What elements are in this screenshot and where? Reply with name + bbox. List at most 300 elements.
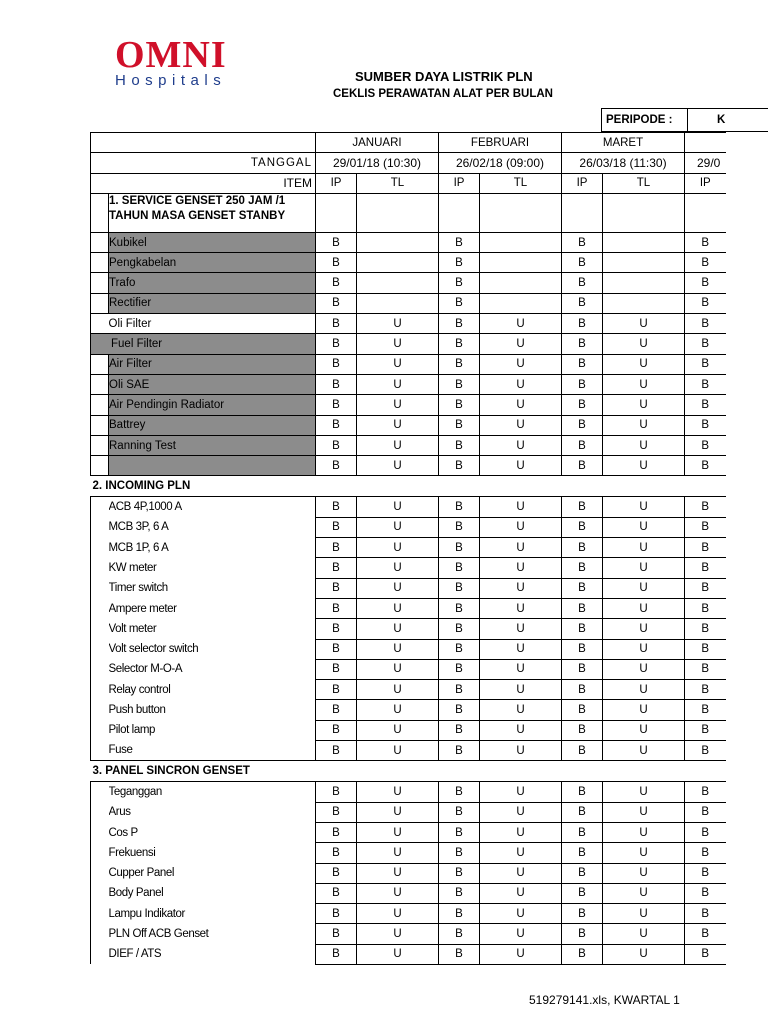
check-value: U [603, 374, 685, 394]
item-name: Lampu Indikator [109, 904, 316, 924]
check-value: B [316, 334, 357, 354]
item-header-row [91, 173, 726, 193]
check-value: U [603, 741, 685, 761]
check-value: B [316, 538, 357, 558]
check-value: U [480, 334, 562, 354]
check-value: B [562, 293, 603, 313]
check-value: B [685, 435, 726, 455]
check-value: B [439, 924, 480, 944]
indent-cell [91, 497, 109, 517]
check-value: U [480, 415, 562, 435]
check-value: U [480, 517, 562, 537]
indent-cell [91, 741, 109, 761]
indent-cell [91, 578, 109, 598]
check-value: U [603, 456, 685, 476]
check-value: B [439, 659, 480, 679]
check-value: U [480, 314, 562, 334]
check-value: U [603, 843, 685, 863]
indent-cell [91, 598, 109, 618]
table-row [91, 680, 726, 700]
check-value: U [603, 700, 685, 720]
item-name: Fuel Filter [91, 334, 316, 354]
check-value: U [480, 924, 562, 944]
check-value: U [480, 578, 562, 598]
indent-cell [91, 193, 109, 232]
table-row [91, 802, 726, 822]
check-value: U [357, 883, 439, 903]
indent-cell [91, 415, 109, 435]
indent-cell [91, 314, 109, 334]
check-value: U [603, 904, 685, 924]
table-row [91, 435, 726, 455]
check-value: B [316, 374, 357, 394]
check-value: B [439, 639, 480, 659]
item-name: Arus [109, 802, 316, 822]
check-value: U [357, 680, 439, 700]
check-value: B [562, 680, 603, 700]
check-value: B [685, 334, 726, 354]
check-value: B [562, 415, 603, 435]
table-row [91, 374, 726, 394]
check-value: B [439, 293, 480, 313]
table-row [91, 700, 726, 720]
ip-header: IP [439, 173, 480, 193]
check-value: B [439, 822, 480, 842]
table-row [91, 253, 726, 273]
check-value: B [316, 782, 357, 802]
check-value: B [316, 904, 357, 924]
item-name: Battrey [109, 415, 316, 435]
check-value: B [562, 253, 603, 273]
check-value: U [480, 741, 562, 761]
check-value: U [357, 863, 439, 883]
table-row [91, 782, 726, 802]
blank-cell [480, 193, 562, 232]
check-value: B [685, 619, 726, 639]
check-value: U [357, 904, 439, 924]
check-value: B [685, 822, 726, 842]
item-name: MCB 3P, 6 A [109, 517, 316, 537]
tanggal-date-3: 26/03/18 (11:30) [562, 153, 685, 173]
check-value: U [357, 558, 439, 578]
check-value: U [357, 619, 439, 639]
check-value: B [562, 720, 603, 740]
check-value: B [685, 843, 726, 863]
check-value: B [562, 497, 603, 517]
item-name: Oli Filter [109, 314, 316, 334]
check-value: B [439, 619, 480, 639]
check-value: B [562, 782, 603, 802]
tanggal-date-4: 29/0 [685, 153, 726, 173]
indent-cell [91, 374, 109, 394]
check-value: U [480, 700, 562, 720]
check-value: B [316, 741, 357, 761]
indent-cell [91, 517, 109, 537]
check-value: B [562, 802, 603, 822]
section-title-row [91, 476, 726, 497]
check-value [480, 232, 562, 252]
check-value: B [316, 700, 357, 720]
check-value: U [603, 538, 685, 558]
check-value [480, 293, 562, 313]
check-value: B [439, 802, 480, 822]
check-value: B [316, 456, 357, 476]
check-value: B [562, 456, 603, 476]
indent-cell [91, 253, 109, 273]
indent-cell [91, 924, 109, 944]
table-row [91, 639, 726, 659]
check-value: U [603, 558, 685, 578]
check-value: B [685, 497, 726, 517]
item-name: Timer switch [109, 578, 316, 598]
check-value: B [685, 395, 726, 415]
item-name [109, 456, 316, 476]
page-title: SUMBER DAYA LISTRIK PLN [355, 69, 533, 84]
check-value: B [685, 273, 726, 293]
check-value: B [685, 538, 726, 558]
check-value: U [480, 904, 562, 924]
check-value [357, 273, 439, 293]
indent-cell [91, 782, 109, 802]
check-value: U [480, 782, 562, 802]
check-value: U [480, 538, 562, 558]
indent-cell [91, 944, 109, 964]
check-value: B [316, 659, 357, 679]
table-row [91, 659, 726, 679]
check-value: B [562, 314, 603, 334]
item-name: Cos P [109, 822, 316, 842]
check-value: B [562, 517, 603, 537]
check-value: U [480, 680, 562, 700]
check-value: U [480, 619, 562, 639]
check-value: B [562, 659, 603, 679]
check-value: B [562, 639, 603, 659]
item-name: Push button [109, 700, 316, 720]
item-name: Frekuensi [109, 843, 316, 863]
check-value: U [480, 354, 562, 374]
check-value [603, 253, 685, 273]
table-row [91, 232, 726, 252]
check-value: U [480, 456, 562, 476]
check-value: B [685, 700, 726, 720]
check-value: B [439, 374, 480, 394]
check-value: U [480, 802, 562, 822]
check-value: U [603, 314, 685, 334]
item-name: Teganggan [109, 782, 316, 802]
check-value: U [357, 659, 439, 679]
check-value: B [685, 374, 726, 394]
periode-value: K [717, 114, 726, 126]
section-1-title-row [91, 193, 726, 232]
check-value: B [685, 904, 726, 924]
check-value: B [316, 802, 357, 822]
table-row [91, 720, 726, 740]
check-value: B [562, 558, 603, 578]
indent-cell [91, 558, 109, 578]
table-row [91, 924, 726, 944]
check-value [603, 273, 685, 293]
item-name: ACB 4P,1000 A [109, 497, 316, 517]
check-value: U [480, 843, 562, 863]
check-value: B [316, 354, 357, 374]
indent-cell [91, 680, 109, 700]
month-februari: FEBRUARI [439, 133, 562, 153]
indent-cell [91, 538, 109, 558]
section-title-row [91, 761, 726, 782]
indent-cell [91, 659, 109, 679]
section-title: 2. INCOMING PLN [91, 476, 726, 497]
indent-cell [91, 639, 109, 659]
check-value [357, 232, 439, 252]
check-value: B [316, 415, 357, 435]
check-value: B [439, 843, 480, 863]
section-1-title: 1. SERVICE GENSET 250 JAM /1 TAHUN MASA GENSET STANBY [109, 193, 316, 232]
item-name: Volt meter [109, 619, 316, 639]
check-value: U [357, 497, 439, 517]
table-row [91, 843, 726, 863]
check-value: B [562, 334, 603, 354]
item-name: Body Panel [109, 883, 316, 903]
check-value: U [603, 924, 685, 944]
check-value: B [316, 253, 357, 273]
check-value: U [603, 578, 685, 598]
check-value: B [685, 354, 726, 374]
check-value: U [357, 314, 439, 334]
check-value: U [480, 639, 562, 659]
check-value: B [685, 639, 726, 659]
check-value: U [480, 374, 562, 394]
check-value: B [316, 822, 357, 842]
check-value: U [480, 720, 562, 740]
table-row [91, 904, 726, 924]
check-value: B [316, 883, 357, 903]
check-value: B [439, 782, 480, 802]
check-value: B [439, 883, 480, 903]
indent-cell [91, 354, 109, 374]
check-value: B [685, 680, 726, 700]
item-name: Air Pendingin Radiator [109, 395, 316, 415]
check-value [357, 253, 439, 273]
check-value: B [562, 374, 603, 394]
check-value: B [562, 822, 603, 842]
check-value: U [603, 354, 685, 374]
item-name: PLN Off ACB Genset [109, 924, 316, 944]
indent-cell [91, 232, 109, 252]
table-row [91, 456, 726, 476]
indent-cell [91, 904, 109, 924]
check-value: B [316, 843, 357, 863]
check-value: B [685, 720, 726, 740]
check-value: B [316, 639, 357, 659]
indent-cell [91, 863, 109, 883]
item-name: Fuse [109, 741, 316, 761]
check-value: U [480, 598, 562, 618]
logo-brand: OMNI [115, 34, 227, 76]
check-value: B [316, 273, 357, 293]
check-value: U [357, 374, 439, 394]
check-value: B [316, 497, 357, 517]
check-value: U [480, 435, 562, 455]
month-header-blank [91, 133, 316, 153]
check-value: U [603, 944, 685, 964]
check-value [603, 232, 685, 252]
check-value: B [439, 415, 480, 435]
item-label: ITEM [91, 173, 316, 193]
check-value: B [685, 944, 726, 964]
check-value: B [439, 700, 480, 720]
page-subtitle: CEKLIS PERAWATAN ALAT PER BULAN [333, 88, 553, 100]
table-row [91, 944, 726, 964]
tanggal-date-2: 26/02/18 (09:00) [439, 153, 562, 173]
check-value: U [480, 883, 562, 903]
table-row [91, 741, 726, 761]
periode-box [601, 108, 768, 132]
check-value: B [562, 883, 603, 903]
check-value: B [685, 598, 726, 618]
check-value: U [357, 639, 439, 659]
indent-cell [91, 395, 109, 415]
check-value: B [439, 558, 480, 578]
indent-cell [91, 720, 109, 740]
check-value: B [685, 456, 726, 476]
check-value: B [685, 517, 726, 537]
check-value: B [685, 578, 726, 598]
check-value: B [562, 700, 603, 720]
check-value: U [357, 843, 439, 863]
indent-cell [91, 822, 109, 842]
check-value: U [603, 598, 685, 618]
check-value: B [439, 232, 480, 252]
check-value: B [439, 904, 480, 924]
check-value: U [357, 456, 439, 476]
check-value: U [480, 659, 562, 679]
check-value: U [480, 395, 562, 415]
check-value: U [603, 883, 685, 903]
check-value: U [357, 415, 439, 435]
item-name: Air Filter [109, 354, 316, 374]
check-value: B [439, 456, 480, 476]
check-value: B [316, 395, 357, 415]
check-value: U [480, 497, 562, 517]
check-value: U [603, 659, 685, 679]
table-row [91, 883, 726, 903]
check-value: U [603, 395, 685, 415]
item-name: Ampere meter [109, 598, 316, 618]
check-value: B [439, 720, 480, 740]
table-row [91, 415, 726, 435]
check-value: B [316, 680, 357, 700]
check-value: B [316, 232, 357, 252]
check-value: B [562, 863, 603, 883]
check-value: B [316, 517, 357, 537]
check-value: B [562, 598, 603, 618]
footer-file-info: 519279141.xls, KWARTAL 1 [529, 993, 680, 1007]
table-row [91, 598, 726, 618]
check-value: B [439, 578, 480, 598]
item-name: Rectifier [109, 293, 316, 313]
blank-cell [603, 193, 685, 232]
check-value: B [685, 253, 726, 273]
check-value: B [685, 883, 726, 903]
item-name: KW meter [109, 558, 316, 578]
checklist-table [90, 132, 726, 965]
check-value: U [603, 497, 685, 517]
table-row [91, 517, 726, 537]
check-value: U [603, 517, 685, 537]
indent-cell [91, 883, 109, 903]
check-value: U [357, 924, 439, 944]
check-value: U [357, 700, 439, 720]
check-value: U [357, 741, 439, 761]
ip-header: IP [562, 173, 603, 193]
check-value: B [439, 354, 480, 374]
tl-header: TL [357, 173, 439, 193]
logo-sub: Hospitals [115, 72, 227, 89]
check-value: U [603, 334, 685, 354]
check-value: U [603, 802, 685, 822]
check-value: B [685, 314, 726, 334]
check-value: U [603, 680, 685, 700]
table-row [91, 334, 726, 354]
check-value: B [316, 558, 357, 578]
check-value: U [357, 782, 439, 802]
item-name: DIEF / ATS [109, 944, 316, 964]
table-row [91, 273, 726, 293]
item-name: Relay control [109, 680, 316, 700]
check-value: B [439, 944, 480, 964]
ip-header: IP [685, 173, 726, 193]
ip-header: IP [316, 173, 357, 193]
indent-cell [91, 843, 109, 863]
section-title: 3. PANEL SINCRON GENSET [91, 761, 726, 782]
check-value: B [316, 293, 357, 313]
check-value: B [562, 354, 603, 374]
check-value: U [603, 639, 685, 659]
check-value: B [685, 802, 726, 822]
check-value: U [603, 782, 685, 802]
item-name: MCB 1P, 6 A [109, 538, 316, 558]
check-value: U [357, 334, 439, 354]
check-value: U [603, 415, 685, 435]
item-name: Kubikel [109, 232, 316, 252]
table-row [91, 497, 726, 517]
table-row [91, 578, 726, 598]
item-name: Pilot lamp [109, 720, 316, 740]
table-row [91, 314, 726, 334]
check-value: U [357, 720, 439, 740]
tl-header: TL [603, 173, 685, 193]
check-value: U [603, 619, 685, 639]
check-value: U [603, 863, 685, 883]
indent-cell [91, 435, 109, 455]
check-value: B [316, 598, 357, 618]
check-value: B [439, 395, 480, 415]
periode-divider [687, 109, 688, 131]
check-value: U [357, 802, 439, 822]
check-value: U [480, 944, 562, 964]
blank-cell [316, 193, 357, 232]
table-row [91, 395, 726, 415]
month-maret: MARET [562, 133, 685, 153]
check-value: U [357, 944, 439, 964]
blank-cell [357, 193, 439, 232]
check-value: B [316, 720, 357, 740]
check-value [480, 253, 562, 273]
check-value: U [480, 558, 562, 578]
check-value: B [685, 293, 726, 313]
check-value: B [439, 598, 480, 618]
check-value: B [439, 273, 480, 293]
